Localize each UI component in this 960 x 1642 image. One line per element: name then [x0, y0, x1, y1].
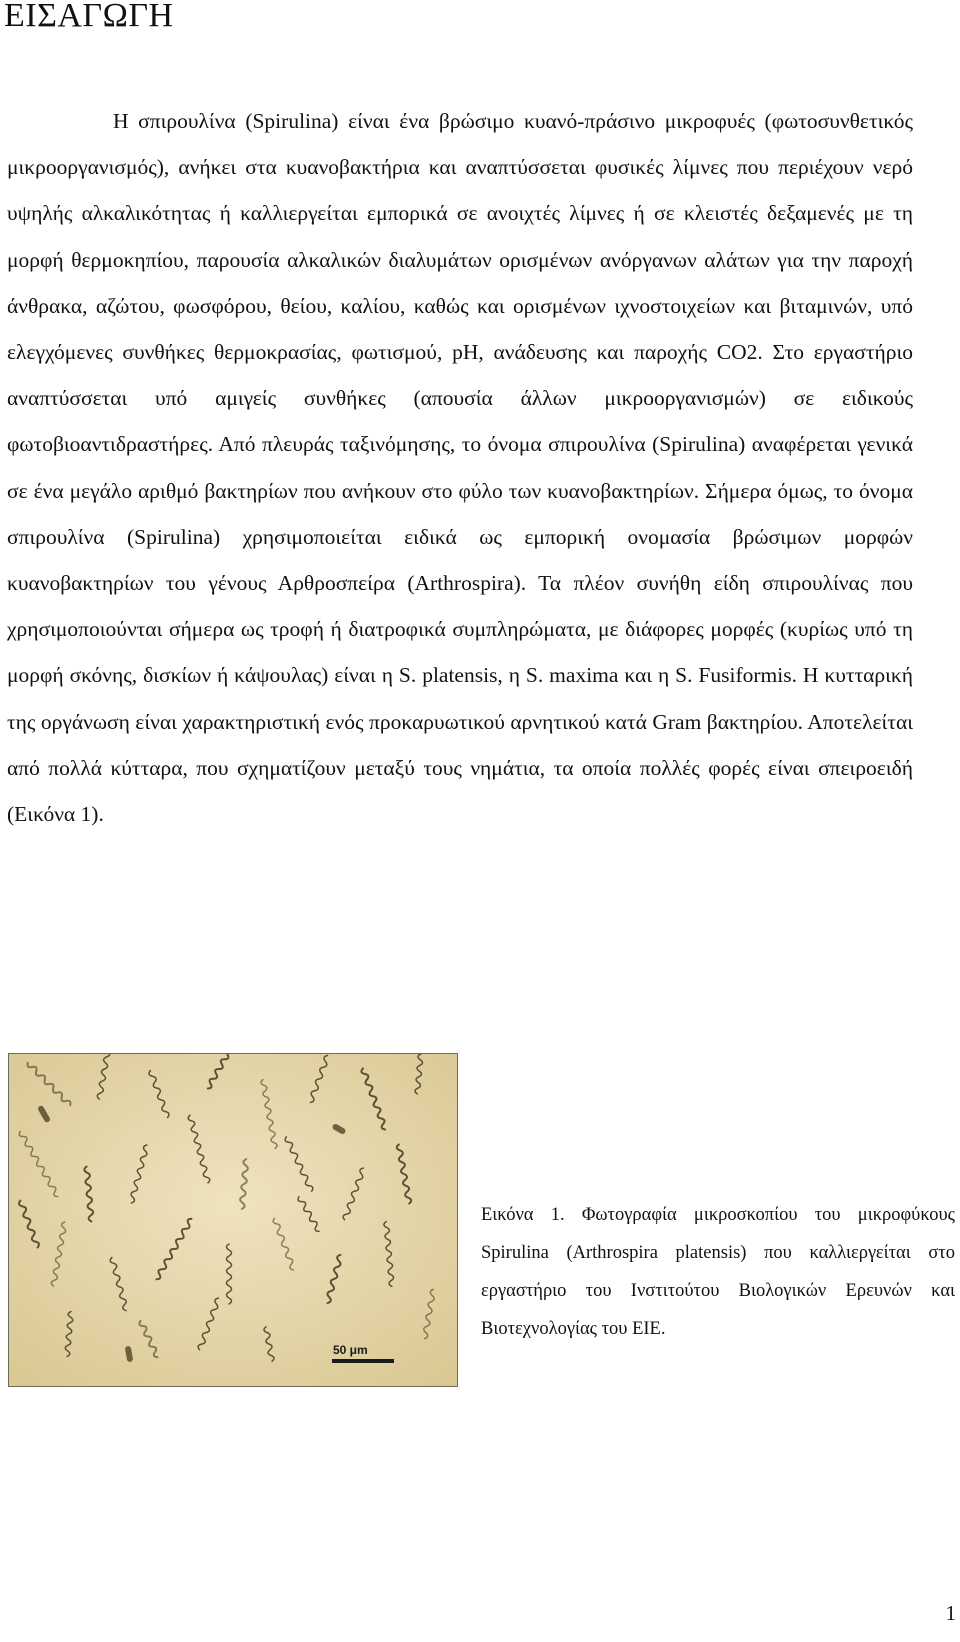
- scale-bar: [332, 1359, 394, 1363]
- page-title: ΕΙΣΑΓΩΓΗ: [4, 0, 174, 34]
- page-number: 1: [945, 1601, 956, 1625]
- microscope-photo: [8, 1053, 458, 1387]
- scale-label: 50 μm: [333, 1343, 368, 1357]
- spirulina-filaments-image: [9, 1054, 457, 1386]
- figure-caption: Εικόνα 1. Φωτογραφία μικροσκοπίου του μικροφύκους Spirulina (Arthrospira platensis) που καλλιεργείται στο εργαστήριο του Ινστιτούτου Βιολογικών Ερευνών και Βιοτεχνολογίας του ΕΙΕ.: [481, 1205, 955, 1339]
- intro-paragraph: Η σπιρουλίνα (Spirulina) είναι ένα βρώσιμο κυανό-πράσινο μικροφυές (φωτοσυνθετικός μικροοργανισμός), ανήκει στα κυανοβακτήρια και αναπτύσσεται φυσικές λίμνες που περιέχουν νερό υψηλής αλκαλικότητας ή καλλιεργείται εμπορικά σε ανοιχτές λίμνες ή σε κλειστές δεξαμενές με τη μορφή θερμοκηπίου, παρουσία αλκαλικών διαλυμάτων ορισμένων ανόργανων αλάτων για την παροχή άνθρακα, αζώτου, φωσφόρου, θείου, καλίου, καθώς και ορισμένων ιχνοστοιχείων και βιταμινών, υπό ελεγχόμενες συνθήκες θερμοκρασίας, φωτισμού, pH, ανάδευσης και παροχής CO2. Στο εργαστήριο αναπτύσσεται υπό αμιγείς συνθήκες (απουσία άλλων μικροοργανισμών) σε ειδικούς φωτοβιοαντιδραστήρες. Από πλευράς ταξινόμησης, το όνομα σπιρουλίνα (Spirulina) αναφέρεται γενικά σε ένα μεγάλο αριθμό βακτηρίων που ανήκουν στο φύλο των κυανοβακτηρίων. Σήμερα όμως, το όνομα σπιρουλίνα (Spirulina) χρησιμοποιείται ειδικά ως εμπορική ονομασία βρώσιμων μορφών κυανοβακτηρίων του γένους Αρθροσπείρα (Arthrospira). Τα πλέον συνήθη είδη σπιρουλίνας που χρησιμοποιούνται σήμερα ως τροφή ή διατροφικά συμπληρώματα, με διάφορες μορφές (κυρίως υπό τη μορφή σκόνης, δισκίων ή κάψουλας) είναι η S. platensis, η S. maxima και η S. Fusiformis. Η κυτταρική της οργάνωση είναι χαρακτηριστική ενός προκαρυωτικού αρνητικού κατά Gram βακτηρίου. Αποτελείται από πολλά κύτταρα, που σχηματίζουν μεταξύ τους νημάτια, τα οποία πολλές φορές είναι σπειροειδή (Εικόνα 1).: [7, 109, 913, 827]
